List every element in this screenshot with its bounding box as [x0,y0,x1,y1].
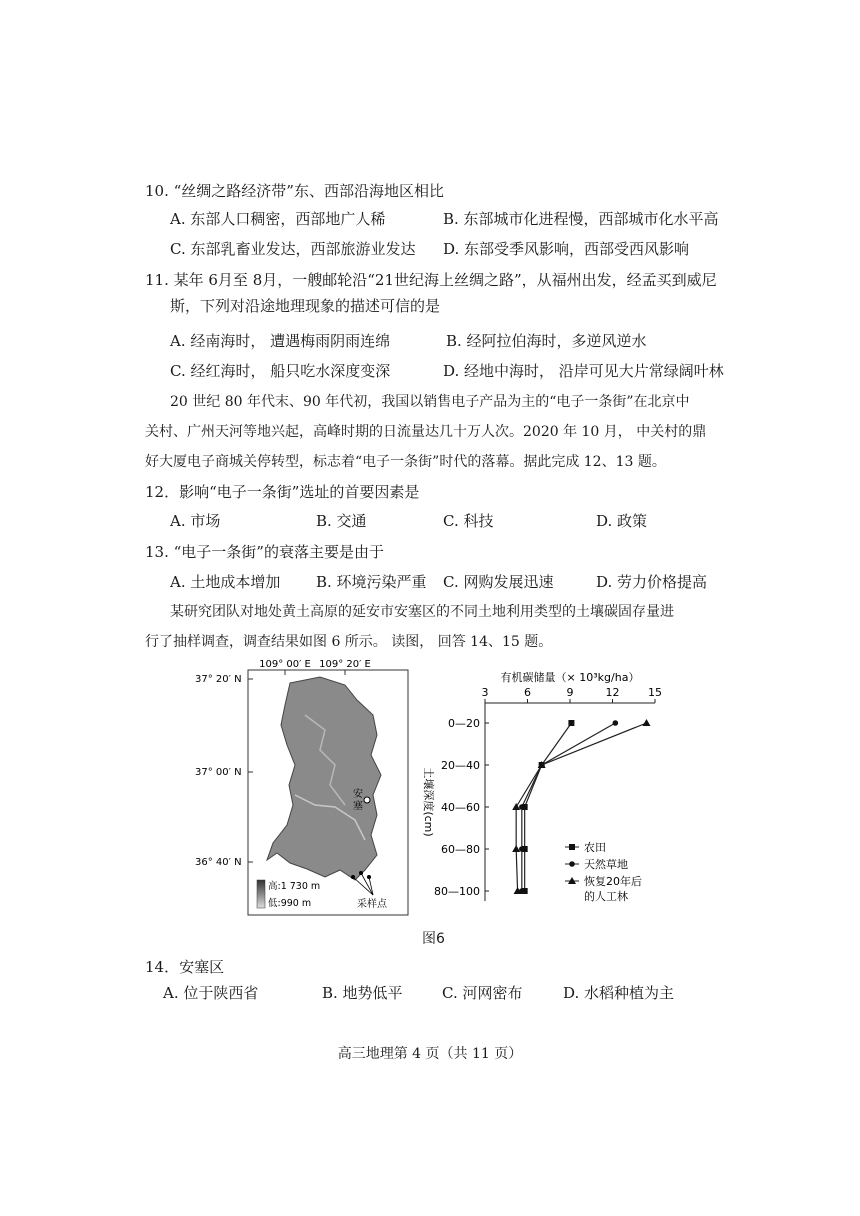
y-tick-label: 20—40 [441,759,480,772]
q10-option-a: A. 东部人口稠密，西部地广人稀 [170,210,386,228]
q11-stem-line2: 斯，下列对沿途地理现象的描述可信的是 [170,297,441,315]
map-lat-label-2: 37° 00′ N [195,767,242,778]
x-tick-label: 9 [566,686,574,699]
y-axis-label: 土壤深度(cm) [422,767,435,837]
q11-option-b: B. 经阿拉伯海时，多逆风逆水 [446,332,647,350]
map-lat-label-3: 36° 40′ N [195,857,242,868]
x-tick-label: 3 [481,686,489,699]
map-lon-label-2: 109° 20′ E [319,659,371,670]
q14-option-b: B. 地势低平 [322,984,403,1002]
passage1-line1: 20 世纪 80 年代末、90 年代初，我国以销售电子产品为主的“电子一条街”在北京中 [170,394,690,410]
q10-option-d: D. 东部受季风影响，西部受西风影响 [443,240,690,258]
sample-points-label: 采样点 [357,899,387,910]
legend-marker-circle [569,861,575,867]
elevation-legend-high: 高:1 730 m [268,881,321,892]
q12-option-c: C. 科技 [443,512,494,530]
q14-option-a: A. 位于陕西省 [163,984,259,1002]
legend-label: 农田 [584,841,606,854]
q11-option-d: D. 经地中海时， 沿岸可见大片常绿阔叶林 [443,362,724,380]
legend-label: 的人工林 [584,890,628,903]
passage2-line1: 某研究团队对地处黄土高原的延安市安塞区的不同土地利用类型的土壤碳固存量进 [170,604,674,620]
q14-option-d: D. 水稻种植为主 [563,984,675,1002]
data-point-grassland [519,804,525,810]
legend-marker-square [569,844,575,850]
data-point-plantation [512,803,520,810]
passage1-line3: 好大厦电子商城关停转型，标志着“电子一条街”时代的落幕。据此完成 12、13 题。 [145,454,666,470]
data-point-grassland [519,846,525,852]
elevation-legend-low: 低:990 m [268,898,312,909]
q13-option-b: B. 环境污染严重 [316,573,427,591]
q10-option-c: C. 东部乳畜业发达，西部旅游业发达 [170,240,416,258]
q13-option-c: C. 网购发展迅速 [443,573,554,591]
map-lat-label-1: 37° 20′ N [195,674,242,685]
x-tick-label: 12 [605,686,620,699]
passage1-line2: 关村、广州天河等地兴起，高峰时期的日流量达几十万人次。2020 年 10 月， 中关村的鼎 [145,424,707,440]
q12-option-d: D. 政策 [596,512,648,530]
page-footer: 高三地理第 4 页（共 11 页） [337,1046,523,1062]
x-tick-label: 6 [524,686,531,699]
y-tick-label: 80—100 [434,885,480,898]
q12-option-a: A. 市场 [170,512,221,530]
y-tick-label: 60—80 [441,843,480,856]
data-point-plantation [643,719,651,726]
q13-option-d: D. 劳力价格提高 [596,573,708,591]
x-tick-label: 15 [648,686,662,699]
y-tick-label: 0—20 [448,717,480,730]
legend-label: 恢复20年后 [584,875,642,888]
anse-city-label-2: 塞 [353,801,363,812]
data-point-grassland [613,720,619,726]
q13-stem: 13. “电子一条街”的衰落主要是由于 [145,543,384,561]
series-line-0 [525,723,572,891]
figure-caption: 图6 [422,931,445,947]
passage2-line2: 行了抽样调查，调查结果如图 6 所示。 读图， 回答 14、15 题。 [145,634,553,650]
q11-stem-line1: 11. 某年 6月至 8月，一艘邮轮沿“21世纪海上丝绸之路”，从福州出发，经孟买到威尼 [145,271,717,289]
anse-map [195,655,425,923]
elevation-legend-bar [257,880,265,908]
anse-city-marker [364,797,370,803]
y-tick-label: 40—60 [441,801,480,814]
map-lon-label-1: 109° 00′ E [259,659,311,670]
q10-option-b: B. 东部城市化进程慢，西部城市化水平高 [443,210,719,228]
data-point-farmland [568,720,574,726]
q12-option-b: B. 交通 [316,512,367,530]
q14-option-c: C. 河网密布 [442,984,523,1002]
q14-stem: 14．安塞区 [145,958,225,976]
q11-option-a: A. 经南海时， 遭遇梅雨阴雨连绵 [170,332,391,350]
anse-city-label-1: 安 [353,789,363,800]
q11-option-c: C. 经红海时， 船只吃水深度变深 [170,362,391,380]
q13-option-a: A. 土地成本增加 [170,573,281,591]
legend-label: 天然草地 [584,858,628,871]
soil-carbon-chart [415,665,695,925]
data-point-plantation [512,845,520,852]
q12-stem: 12．影响“电子一条街”选址的首要因素是 [145,483,420,501]
chart-title: 有机碳储量（× 10³kg/ha） [500,671,640,684]
q10-stem: 10. “丝绸之路经济带”东、西部沿海地区相比 [145,182,444,200]
